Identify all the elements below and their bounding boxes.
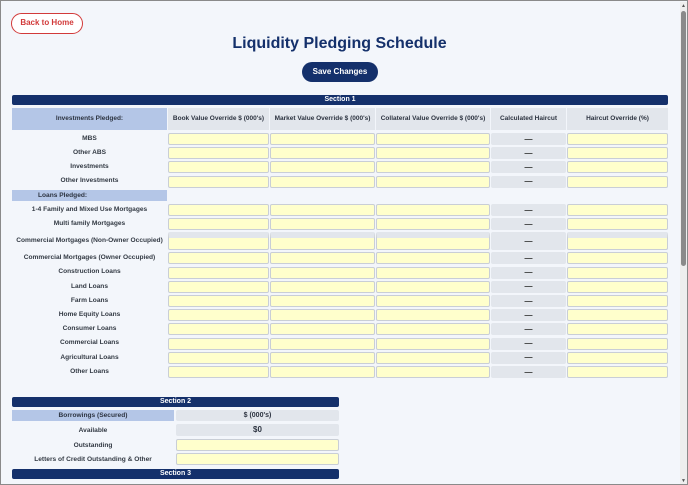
book-value-input[interactable] bbox=[168, 281, 269, 293]
book-value-input[interactable] bbox=[168, 218, 269, 230]
market-value-input[interactable] bbox=[270, 252, 375, 264]
row-label: Other Investments bbox=[60, 177, 119, 185]
market-value-input[interactable] bbox=[270, 147, 375, 159]
collateral-value-input[interactable] bbox=[376, 267, 490, 279]
scroll-down-arrow-icon[interactable]: ▼ bbox=[681, 478, 686, 484]
haircut-override-input[interactable] bbox=[567, 338, 668, 350]
column-market-value: Market Value Override $ (000's) bbox=[270, 108, 375, 130]
calculated-haircut-value: — bbox=[491, 252, 566, 264]
row-label: Other Loans bbox=[70, 367, 109, 375]
book-value-input[interactable] bbox=[168, 352, 269, 364]
column-book-value: Book Value Override $ (000's) bbox=[168, 108, 269, 130]
calculated-haircut-value: — bbox=[491, 352, 566, 364]
row-label: Land Loans bbox=[71, 282, 108, 290]
market-value-input[interactable] bbox=[270, 366, 375, 378]
row-label: Commercial Mortgages (Non-Owner Occupied) bbox=[16, 237, 163, 245]
collateral-value-input[interactable] bbox=[376, 232, 490, 250]
collateral-value-input[interactable] bbox=[376, 309, 490, 321]
calculated-haircut-value: — bbox=[491, 218, 566, 230]
haircut-override-input[interactable] bbox=[567, 295, 668, 307]
collateral-value-input[interactable] bbox=[376, 295, 490, 307]
available-value: $0 bbox=[176, 424, 339, 436]
column-collateral-value: Collateral Value Override $ (000's) bbox=[376, 108, 490, 130]
book-value-input[interactable] bbox=[168, 295, 269, 307]
collateral-value-input[interactable] bbox=[376, 133, 490, 145]
borrowings-secured-header: Borrowings (Secured) bbox=[12, 410, 174, 421]
collateral-value-input[interactable] bbox=[376, 366, 490, 378]
book-value-input[interactable] bbox=[168, 267, 269, 279]
calculated-haircut-value: — bbox=[491, 323, 566, 335]
row-label: Farm Loans bbox=[70, 296, 109, 304]
row-label: Other ABS bbox=[72, 149, 107, 157]
borrowings-unit-header: $ (000's) bbox=[176, 410, 339, 421]
haircut-override-input[interactable] bbox=[567, 176, 668, 188]
market-value-input[interactable] bbox=[270, 338, 375, 350]
collateral-value-input[interactable] bbox=[376, 147, 490, 159]
book-value-input[interactable] bbox=[168, 133, 269, 145]
market-value-input[interactable] bbox=[270, 218, 375, 230]
collateral-value-input[interactable] bbox=[376, 281, 490, 293]
page-title: Liquidity Pledging Schedule bbox=[232, 35, 447, 52]
market-value-input[interactable] bbox=[270, 232, 375, 250]
collateral-value-input[interactable] bbox=[376, 218, 490, 230]
haircut-override-input[interactable] bbox=[567, 309, 668, 321]
book-value-input[interactable] bbox=[168, 176, 269, 188]
haircut-override-input[interactable] bbox=[567, 352, 668, 364]
market-value-input[interactable] bbox=[270, 176, 375, 188]
calculated-haircut-value: — bbox=[491, 147, 566, 159]
calculated-haircut-value: — bbox=[491, 366, 566, 378]
collateral-value-input[interactable] bbox=[376, 204, 490, 216]
row-label: Consumer Loans bbox=[62, 325, 117, 333]
collateral-value-input[interactable] bbox=[376, 323, 490, 335]
calculated-haircut-value: — bbox=[491, 176, 566, 188]
back-to-home-button[interactable]: Back to Home bbox=[11, 13, 83, 34]
row-label: Construction Loans bbox=[58, 268, 121, 276]
scrollbar-thumb[interactable] bbox=[681, 11, 686, 266]
haircut-override-input[interactable] bbox=[567, 218, 668, 230]
calculated-haircut-value: — bbox=[491, 309, 566, 321]
book-value-input[interactable] bbox=[168, 338, 269, 350]
calculated-haircut-value: — bbox=[491, 295, 566, 307]
row-label: Multi family Mortgages bbox=[53, 220, 126, 228]
outstanding-input[interactable] bbox=[176, 439, 339, 451]
outstanding-label: Outstanding bbox=[73, 442, 113, 449]
market-value-input[interactable] bbox=[270, 281, 375, 293]
haircut-override-input[interactable] bbox=[567, 232, 668, 250]
calculated-haircut-value: — bbox=[491, 281, 566, 293]
calculated-haircut-value: — bbox=[491, 204, 566, 216]
book-value-input[interactable] bbox=[168, 232, 269, 250]
collateral-value-input[interactable] bbox=[376, 252, 490, 264]
market-value-input[interactable] bbox=[270, 267, 375, 279]
haircut-override-input[interactable] bbox=[567, 267, 668, 279]
market-value-input[interactable] bbox=[270, 133, 375, 145]
column-haircut-override: Haircut Override (%) bbox=[567, 108, 668, 130]
book-value-input[interactable] bbox=[168, 147, 269, 159]
market-value-input[interactable] bbox=[270, 323, 375, 335]
book-value-input[interactable] bbox=[168, 252, 269, 264]
row-label: Agricultural Loans bbox=[60, 353, 119, 361]
row-label: Commercial Loans bbox=[60, 339, 119, 347]
haircut-override-input[interactable] bbox=[567, 252, 668, 264]
haircut-override-input[interactable] bbox=[567, 133, 668, 145]
calculated-haircut-value: — bbox=[491, 338, 566, 350]
book-value-input[interactable] bbox=[168, 161, 269, 173]
letters-of-credit-input[interactable] bbox=[176, 453, 339, 465]
market-value-input[interactable] bbox=[270, 161, 375, 173]
haircut-override-input[interactable] bbox=[567, 161, 668, 173]
calculated-haircut-value: — bbox=[491, 161, 566, 173]
book-value-input[interactable] bbox=[168, 204, 269, 216]
haircut-override-input[interactable] bbox=[567, 204, 668, 216]
column-calculated-haircut: Calculated Haircut bbox=[491, 108, 566, 130]
available-label: Available bbox=[78, 427, 108, 434]
section-2-header: Section 2 bbox=[12, 397, 339, 407]
collateral-value-input[interactable] bbox=[376, 352, 490, 364]
section-3-header: Section 3 bbox=[12, 469, 339, 479]
row-label: Home Equity Loans bbox=[58, 311, 121, 319]
calculated-haircut-value: — bbox=[491, 267, 566, 279]
calculated-haircut-value: — bbox=[491, 133, 566, 145]
book-value-input[interactable] bbox=[168, 309, 269, 321]
calculated-haircut-value: — bbox=[491, 232, 566, 250]
market-value-input[interactable] bbox=[270, 204, 375, 216]
row-label: 1-4 Family and Mixed Use Mortgages bbox=[31, 205, 148, 213]
haircut-override-input[interactable] bbox=[567, 147, 668, 159]
collateral-value-input[interactable] bbox=[376, 161, 490, 173]
section-1-header: Section 1 bbox=[12, 95, 668, 105]
book-value-input[interactable] bbox=[168, 366, 269, 378]
row-label: MBS bbox=[82, 134, 97, 142]
market-value-input[interactable] bbox=[270, 309, 375, 321]
investments-pledged-header: Investments Pledged: bbox=[12, 108, 167, 130]
collateral-value-input[interactable] bbox=[376, 338, 490, 350]
row-label: Commercial Mortgages (Owner Occupied) bbox=[23, 254, 156, 262]
collateral-value-input[interactable] bbox=[376, 176, 490, 188]
letters-of-credit-label: Letters of Credit Outstanding & Other bbox=[34, 456, 152, 463]
scroll-up-arrow-icon[interactable]: ▲ bbox=[681, 3, 686, 9]
row-label: Investments bbox=[70, 163, 109, 171]
haircut-override-input[interactable] bbox=[567, 281, 668, 293]
haircut-override-input[interactable] bbox=[567, 323, 668, 335]
loans-pledged-header: Loans Pledged: bbox=[12, 190, 167, 201]
market-value-input[interactable] bbox=[270, 295, 375, 307]
market-value-input[interactable] bbox=[270, 352, 375, 364]
haircut-override-input[interactable] bbox=[567, 366, 668, 378]
save-changes-button[interactable]: Save Changes bbox=[302, 62, 378, 82]
book-value-input[interactable] bbox=[168, 323, 269, 335]
